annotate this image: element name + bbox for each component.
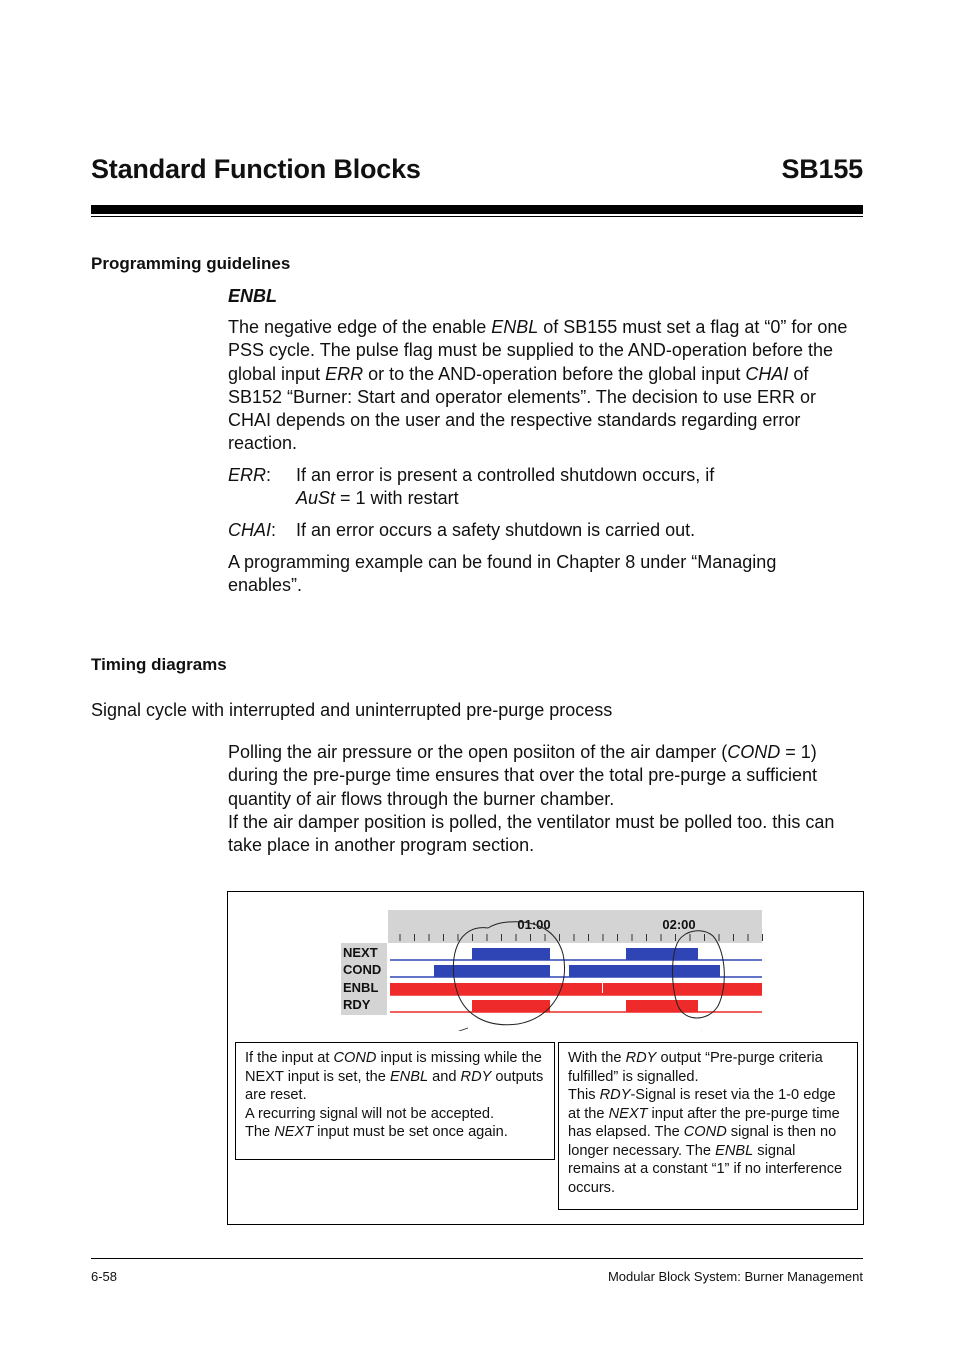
- chai-text: If an error occurs a safety shutdown is carried out.: [296, 520, 696, 540]
- footer-rule: [91, 1258, 863, 1259]
- timing-diagram: [338, 906, 768, 1031]
- chai-term: CHAI: [228, 520, 272, 540]
- signal-label-cond: COND: [343, 962, 382, 977]
- enbl-pulse: [390, 983, 602, 995]
- cond-pulse: [434, 965, 550, 977]
- section-heading-programming: Programming guidelines: [91, 254, 291, 273]
- subheading-enbl: ENBL: [228, 286, 277, 306]
- err-line2: = 1 with restart: [335, 488, 459, 509]
- programming-example-note: A programming example can be found in Chapter 8 under “Managing enables”.: [228, 552, 777, 596]
- header-rule-thin: [91, 216, 863, 217]
- page-title: Standard Function Blocks: [91, 154, 421, 184]
- header-rule-thick: [91, 205, 863, 214]
- rdy-pulse: [626, 1000, 698, 1012]
- pointer-line-left: [430, 1028, 468, 1031]
- time-label-2: 02:00: [662, 917, 696, 932]
- enbl-paragraph: The negative edge of the enable ENBL of SB155 must set a flag at “0” for one PSS cycle. The pulse flag must be supplied to the AND-operation before the global input ERR or to the AND-operation before the global input CHAI of SB152 “Burner: Start and operator elements”. The decision to use ERR or CHAI depends on the user and the respective standards regarding error reaction.: [228, 317, 848, 454]
- next-pulse: [472, 948, 550, 960]
- signal-label-next: NEXT: [343, 945, 378, 960]
- chai-definition: CHAI: If an error occurs a safety shutdown is carried out.: [228, 520, 696, 540]
- enbl-pulse: [603, 983, 762, 995]
- page-number: 6-58: [91, 1269, 118, 1284]
- cond-pulse: [569, 965, 720, 977]
- rdy-pulse: [472, 1000, 550, 1012]
- callout-right: With the RDY output “Pre-purge criteria fulfilled” is signalled. This RDY-Signal is reset via the 1-0 edge at the NEXT input after the pre-purge time has elapsed. The COND signal is then no longer necessary. The ENBL signal remains at a constant “1” if no interference occurs.: [558, 1042, 858, 1210]
- timing-intro: Signal cycle with interrupted and uninterrupted pre-purge process: [91, 700, 613, 720]
- aust-var: AuSt: [296, 488, 336, 509]
- signal-label-enbl: ENBL: [343, 980, 379, 995]
- time-header: [388, 910, 762, 943]
- section-heading-timing: Timing diagrams: [91, 655, 227, 674]
- signal-label-rdy: RDY: [343, 997, 371, 1012]
- polling-paragraph: Polling the air pressure or the open posiiton of the air damper (COND = 1) during the pre-purge time ensures that over the total pre-purge a sufficient quantity of air flows through the burner chamber. If the air damper position is polled, the ventilator must be polled too. this can take place in another program section.: [228, 742, 835, 856]
- err-term: ERR: [228, 465, 267, 485]
- time-label-1: 01:00: [517, 917, 551, 932]
- err-line1: If an error is present a controlled shutdown occurs, if: [296, 465, 715, 485]
- block-id: SB155: [781, 154, 863, 184]
- next-pulse: [626, 948, 698, 960]
- footer-title: Modular Block System: Burner Management: [607, 1269, 863, 1284]
- callout-left: If the input at COND input is missing while the NEXT input is set, the ENBL and RDY outputs are reset. A recurring signal will not be accepted. The NEXT input must be set once again.: [235, 1042, 555, 1160]
- err-definition: ERR: If an error is present a controlled shutdown occurs, if AuSt = 1 with restart: [228, 465, 715, 509]
